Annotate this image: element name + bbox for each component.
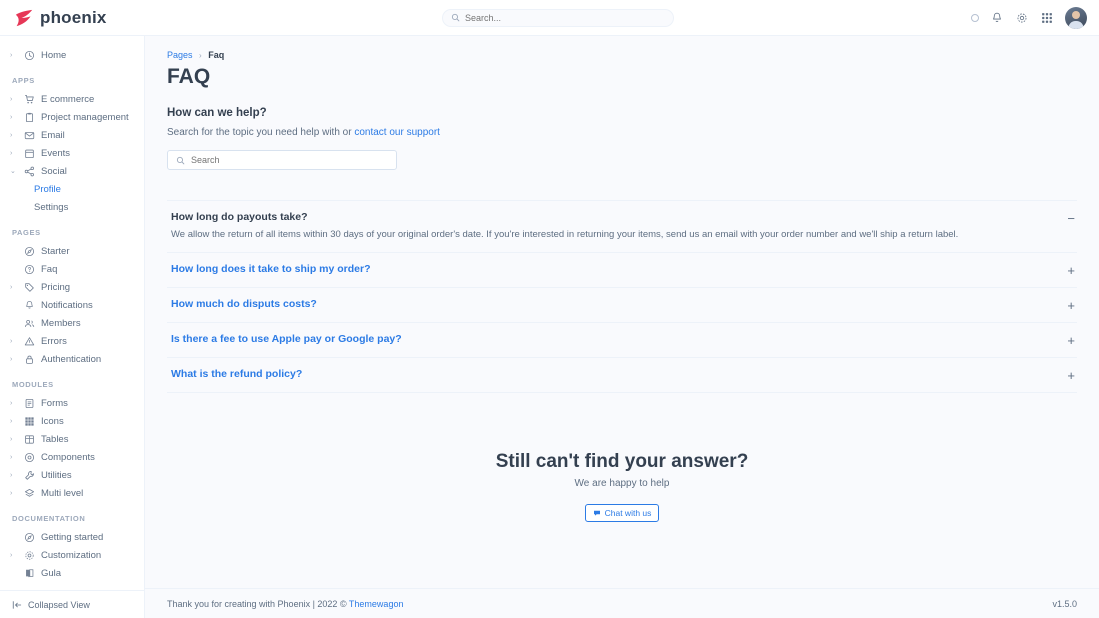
sidebar-item-components[interactable] bbox=[0, 448, 144, 466]
main bbox=[145, 36, 1099, 618]
users-icon bbox=[23, 317, 35, 329]
chat-with-us-label: Chat with us bbox=[604, 507, 652, 518]
sidebar-item-starter[interactable] bbox=[0, 242, 144, 260]
sidebar-item-project-management[interactable] bbox=[0, 108, 144, 126]
sidebar-item-label: Getting started bbox=[41, 531, 104, 543]
clipboard-icon bbox=[23, 111, 35, 123]
question-icon bbox=[23, 263, 35, 275]
faq-expand-icon[interactable]: + bbox=[1067, 297, 1075, 313]
faq-collapse-icon[interactable]: − bbox=[1067, 211, 1075, 226]
envelope-icon bbox=[23, 129, 35, 141]
faq-expand-icon[interactable]: + bbox=[1067, 332, 1075, 348]
sidebar-item-label: Faq bbox=[41, 263, 58, 275]
faq-question[interactable]: Is there a fee to use Apple pay or Google pay? bbox=[171, 332, 402, 345]
search-input[interactable] bbox=[465, 13, 665, 23]
sidebar-item-multi-level[interactable] bbox=[0, 484, 144, 502]
faq-search-input[interactable] bbox=[191, 155, 388, 165]
cta-title: Still can't find your answer? bbox=[495, 450, 749, 472]
footer-text bbox=[167, 599, 403, 609]
chevron-right-icon: › bbox=[10, 435, 13, 443]
components-icon bbox=[23, 451, 35, 463]
sidebar-section-modules: MODULES bbox=[12, 380, 54, 389]
chevron-down-icon: ⌄ bbox=[10, 167, 16, 175]
faq-item[interactable] bbox=[167, 357, 1077, 393]
breadcrumb bbox=[167, 50, 1077, 60]
sidebar-item-label: Pricing bbox=[41, 281, 71, 293]
help-subtext bbox=[167, 127, 1077, 138]
form-icon bbox=[23, 397, 35, 409]
bell-icon bbox=[23, 299, 35, 311]
faq-question[interactable]: How long do payouts take? bbox=[171, 211, 308, 223]
collapse-icon bbox=[12, 600, 22, 610]
cart-icon bbox=[23, 93, 35, 105]
compass-icon bbox=[23, 531, 35, 543]
chevron-right-icon: › bbox=[10, 95, 13, 103]
tag-icon bbox=[23, 281, 35, 293]
sidebar-item-e-commerce[interactable] bbox=[0, 90, 144, 108]
sidebar-item-events[interactable] bbox=[0, 144, 144, 162]
table-icon bbox=[23, 433, 35, 445]
sidebar-subitem-profile[interactable]: Profile bbox=[34, 183, 61, 195]
cta-subtitle: We are happy to help bbox=[574, 477, 670, 489]
page-title: FAQ bbox=[167, 65, 211, 88]
lock-icon bbox=[23, 353, 35, 365]
search-icon bbox=[451, 13, 460, 22]
content bbox=[145, 36, 1099, 588]
faq-expand-icon[interactable]: + bbox=[1067, 367, 1075, 383]
gear-icon[interactable] bbox=[1015, 11, 1029, 25]
chevron-right-icon: › bbox=[10, 131, 13, 139]
sidebar-item-faq[interactable] bbox=[0, 260, 144, 278]
sidebar-item-authentication[interactable] bbox=[0, 350, 144, 368]
faq-expand-icon[interactable]: + bbox=[1067, 262, 1075, 278]
sidebar-item-label: Gula bbox=[41, 567, 62, 579]
help-subtext-before: Search for the topic you need help with or bbox=[167, 127, 355, 138]
chevron-right-icon: › bbox=[10, 453, 13, 461]
collapsed-view-label: Collapsed View bbox=[28, 599, 90, 610]
sidebar-section-apps: APPS bbox=[12, 76, 35, 85]
sidebar-item-utilities[interactable] bbox=[0, 466, 144, 484]
faq-list bbox=[167, 200, 1077, 393]
search-icon bbox=[176, 156, 185, 165]
theme-toggle-icon[interactable] bbox=[971, 14, 979, 22]
sidebar-item-home[interactable] bbox=[0, 46, 144, 64]
sidebar-item-label: Utilities bbox=[41, 469, 72, 481]
clock-icon bbox=[23, 49, 35, 61]
sidebar-item-label: Social bbox=[41, 165, 67, 177]
sidebar-item-getting-started[interactable] bbox=[0, 528, 144, 546]
chevron-right-icon: › bbox=[10, 551, 13, 559]
breadcrumb-current: Faq bbox=[208, 50, 225, 60]
footer-text-before: Thank you for creating with Phoenix | 2022 © bbox=[167, 598, 349, 609]
sidebar-item-label: Members bbox=[41, 317, 81, 329]
topnav-actions bbox=[971, 7, 1099, 29]
breadcrumb-separator-icon: › bbox=[199, 51, 202, 60]
apps-grid-icon[interactable] bbox=[1040, 11, 1054, 25]
help-heading: How can we help? bbox=[167, 107, 267, 119]
breadcrumb-parent[interactable]: Pages bbox=[167, 50, 193, 60]
avatar[interactable] bbox=[1065, 7, 1087, 29]
chevron-right-icon: › bbox=[10, 337, 13, 345]
sidebar-item-label: Errors bbox=[41, 335, 67, 347]
contact-support-link[interactable]: contact our support bbox=[354, 127, 440, 138]
footer bbox=[145, 588, 1099, 618]
footer-version: v1.5.0 bbox=[1052, 598, 1077, 609]
sidebar-item-label: Notifications bbox=[41, 299, 93, 311]
faq-search-box[interactable] bbox=[167, 150, 397, 170]
sidebar bbox=[0, 36, 145, 618]
cta-section bbox=[167, 451, 1077, 522]
faq-question[interactable]: How much do disputs costs? bbox=[171, 297, 317, 310]
sidebar-item-icons[interactable] bbox=[0, 412, 144, 430]
sidebar-scroll bbox=[0, 36, 144, 590]
sidebar-section-documentation: DOCUMENTATION bbox=[12, 514, 86, 523]
faq-question[interactable]: How long does it take to ship my order? bbox=[171, 262, 371, 275]
brand[interactable] bbox=[0, 8, 145, 28]
sidebar-item-label: Events bbox=[41, 147, 71, 159]
sidebar-item-label: Forms bbox=[41, 397, 68, 409]
top-search-wrap bbox=[145, 9, 971, 27]
sidebar-item-social[interactable] bbox=[0, 162, 144, 180]
sidebar-item-label: Starter bbox=[41, 245, 70, 257]
faq-item[interactable] bbox=[167, 252, 1077, 287]
share-icon bbox=[23, 165, 35, 177]
sidebar-item-label: Project management bbox=[41, 111, 129, 123]
chevron-right-icon: › bbox=[10, 355, 13, 363]
wrench-icon bbox=[23, 469, 35, 481]
warning-icon bbox=[23, 335, 35, 347]
chevron-right-icon: › bbox=[10, 471, 13, 479]
top-search-box[interactable] bbox=[442, 9, 674, 27]
settings-icon bbox=[23, 549, 35, 561]
sidebar-item-label: Email bbox=[41, 129, 65, 141]
faq-answer: We allow the return of all items within 30 days of your original order's date. If you're interested in returning your items, send us an email with your order number and we'll ship a return label. bbox=[171, 229, 959, 240]
chevron-right-icon: › bbox=[10, 489, 13, 497]
sidebar-item-label: Icons bbox=[41, 415, 64, 427]
bell-icon[interactable] bbox=[990, 11, 1004, 25]
sidebar-item-pricing[interactable] bbox=[0, 278, 144, 296]
sidebar-item-forms[interactable] bbox=[0, 394, 144, 412]
themewagon-link[interactable]: Themewagon bbox=[348, 598, 404, 609]
faq-question[interactable]: What is the refund policy? bbox=[171, 367, 303, 380]
sidebar-item-label: Home bbox=[41, 49, 67, 61]
sidebar-item-label: E commerce bbox=[41, 93, 95, 105]
grid-icon bbox=[23, 415, 35, 427]
chevron-right-icon: › bbox=[10, 399, 13, 407]
calendar-icon bbox=[23, 147, 35, 159]
book-icon bbox=[23, 567, 35, 579]
chevron-right-icon: › bbox=[10, 51, 13, 59]
phoenix-logo-icon bbox=[14, 9, 34, 27]
sidebar-item-errors[interactable] bbox=[0, 332, 144, 350]
sidebar-item-notifications[interactable] bbox=[0, 296, 144, 314]
sidebar-item-email[interactable] bbox=[0, 126, 144, 144]
sidebar-item-label: Customization bbox=[41, 549, 102, 561]
brand-name: phoenix bbox=[40, 7, 107, 27]
chevron-right-icon: › bbox=[10, 417, 13, 425]
sidebar-item-gula[interactable] bbox=[0, 564, 144, 582]
chat-bubble-icon bbox=[593, 509, 601, 517]
body bbox=[0, 36, 1099, 618]
sidebar-item-label: Tables bbox=[41, 433, 69, 445]
chevron-right-icon: › bbox=[10, 113, 13, 121]
chat-with-us-button[interactable] bbox=[585, 504, 659, 522]
top-navbar bbox=[0, 0, 1099, 36]
sidebar-item-tables[interactable] bbox=[0, 430, 144, 448]
sidebar-item-label: Authentication bbox=[41, 353, 102, 365]
faq-item[interactable] bbox=[167, 322, 1077, 357]
sidebar-item-members[interactable] bbox=[0, 314, 144, 332]
sidebar-item-label: Components bbox=[41, 451, 95, 463]
sidebar-section-pages: PAGES bbox=[12, 228, 41, 237]
faq-item[interactable] bbox=[167, 287, 1077, 322]
layers-icon bbox=[23, 487, 35, 499]
chevron-right-icon: › bbox=[10, 149, 13, 157]
sidebar-item-label: Multi level bbox=[41, 487, 84, 499]
sidebar-subitem-settings[interactable]: Settings bbox=[34, 201, 69, 213]
collapsed-view-toggle[interactable] bbox=[0, 590, 144, 618]
chevron-right-icon: › bbox=[10, 283, 13, 291]
faq-item[interactable] bbox=[167, 200, 1077, 252]
sidebar-item-customization[interactable] bbox=[0, 546, 144, 564]
rocket-icon bbox=[23, 245, 35, 257]
